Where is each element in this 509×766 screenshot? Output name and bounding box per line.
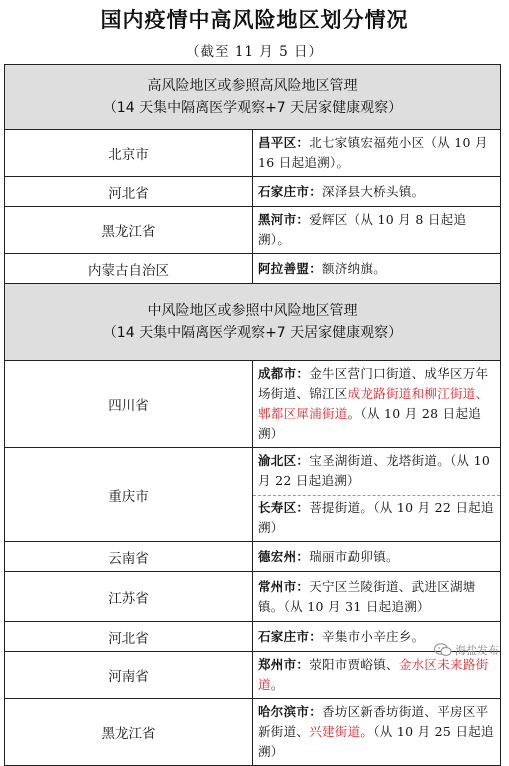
- area-paragraph: 渝北区：宝圣湖街道、龙塔街道。（从 10 月 22 日起追溯）: [258, 453, 491, 488]
- high-risk-header: 高风险地区或参照高风险地区管理: [147, 78, 358, 94]
- table-row: [5, 177, 501, 207]
- page-subtitle: （截至 11 月 5 日）: [186, 44, 323, 60]
- province-cell: 云南省: [5, 542, 253, 572]
- mid-risk-subheader: （14 天集中隔离医学观察+7 天居家健康观察）: [102, 325, 403, 341]
- table-row: [5, 572, 501, 622]
- table-row: [5, 699, 501, 766]
- high-risk-header-row: [5, 65, 501, 130]
- table-row: [5, 448, 501, 542]
- mid-risk-header: 中风险地区或参照中风险地区管理: [147, 303, 358, 319]
- table-row: [5, 130, 501, 177]
- risk-table: [4, 64, 501, 766]
- area-cell: 阿拉善盟：额济纳旗。: [253, 254, 501, 284]
- area-paragraph: 长寿区：菩提街道。（从 10 月 22 日起追溯）: [258, 500, 494, 535]
- area-cell: 常州市：天宁区兰陵街道、武进区湖塘镇。（从 10 月 31 日起追溯）: [253, 572, 501, 622]
- area-cell: 成都市：金牛区营门口街道、成华区万年场街道、锦江区成龙路街道和柳江街道、郫都区犀浦街道。（从 10 月 28 日起追溯）: [253, 361, 501, 448]
- area-cell: [253, 448, 501, 542]
- province-cell: 河北省: [5, 622, 253, 652]
- table-row: [5, 542, 501, 572]
- wechat-icon: [434, 643, 452, 657]
- watermark-text: 海盐发布: [455, 644, 499, 657]
- area-cell: 石家庄市：辛集市小辛庄乡。: [253, 622, 501, 652]
- area-cell: 昌平区：北七家镇宏福苑小区（从 10 月 16 日起追溯）。: [253, 130, 501, 177]
- table-row: [5, 361, 501, 448]
- page-title: 国内疫情中高风险地区划分情况: [100, 8, 409, 32]
- dashed-divider: [253, 495, 500, 496]
- area-cell: 德宏州：瑞丽市勐卯镇。: [253, 542, 501, 572]
- province-cell: 四川省: [5, 361, 253, 448]
- table-row: [5, 254, 501, 284]
- province-cell: 河北省: [5, 177, 253, 207]
- area-cell: 哈尔滨市：香坊区新香坊街道、平房区平新街道、兴建街道。（从 10 月 25 日起追溯）: [253, 699, 501, 766]
- area-cell: 郑州市：荥阳市贾峪镇、金水区未来路街道。: [253, 652, 501, 699]
- risk-table-container: [4, 64, 501, 766]
- watermark: [434, 642, 499, 658]
- table-row: [5, 652, 501, 699]
- province-cell: 北京市: [5, 130, 253, 177]
- province-cell: 黑龙江省: [5, 699, 253, 766]
- table-row: [5, 207, 501, 254]
- high-risk-subheader: （14 天集中隔离医学观察+7 天居家健康观察）: [102, 100, 403, 116]
- province-cell: 重庆市: [5, 448, 253, 542]
- mid-risk-header-row: [5, 284, 501, 361]
- province-cell: 黑龙江省: [5, 207, 253, 254]
- province-cell: 内蒙古自治区: [5, 254, 253, 284]
- province-cell: 江苏省: [5, 572, 253, 622]
- province-cell: 河南省: [5, 652, 253, 699]
- area-cell: 黑河市：爱辉区（从 10 月 8 日起追溯）。: [253, 207, 501, 254]
- table-row: [5, 622, 501, 652]
- area-cell: 石家庄市：深泽县大桥头镇。: [253, 177, 501, 207]
